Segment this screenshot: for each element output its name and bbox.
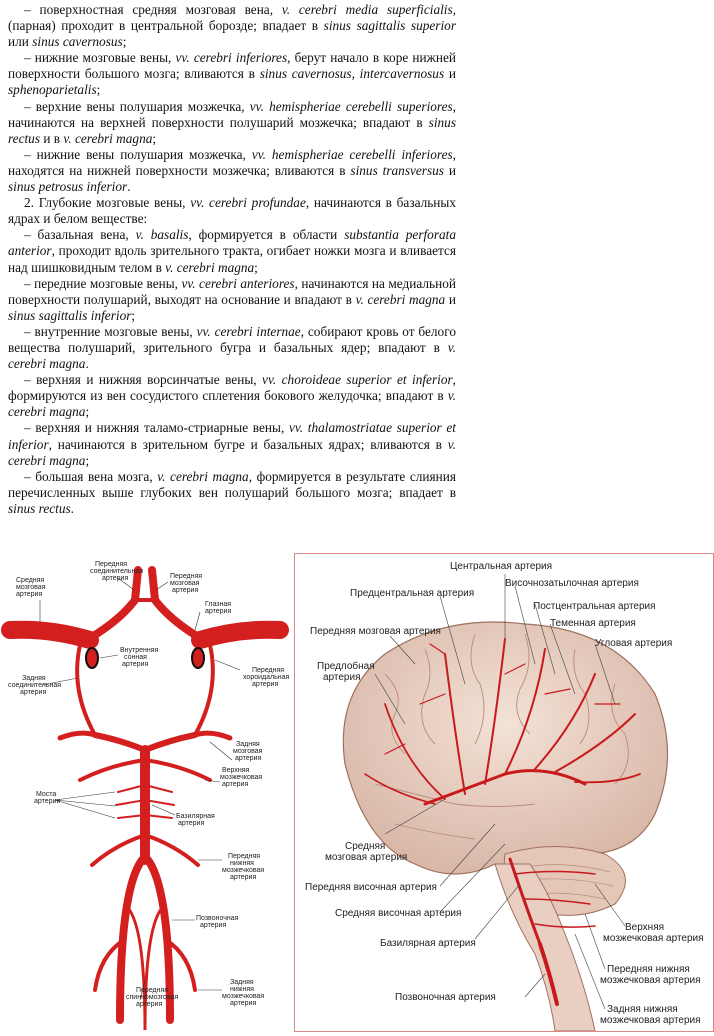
label-superior-cerebellar: Верхняя мозжечковая артерия xyxy=(220,767,263,788)
label-basilar-artery-2: Базилярная артерия xyxy=(380,938,476,949)
label-postcentral-artery: Постцентральная артерия xyxy=(533,601,656,612)
paragraph-run: v. cerebri magna xyxy=(8,339,456,372)
paragraph-run: vv. thalamostriatae superior et inferior xyxy=(8,420,456,452)
label-precentral-artery: Предцентральная артерия xyxy=(350,588,475,599)
label-temporooccipital-artery: Височнозатылочная артерия xyxy=(505,578,639,589)
paragraph-run: , собирают кровь от белого вещества полушарий, зрительного бугра и базальных ядер; впадают в xyxy=(8,323,456,355)
paragraph-run: v. cerebri magna xyxy=(165,259,255,275)
label-parietal-artery: Теменная артерия xyxy=(550,618,636,629)
paragraph xyxy=(8,276,456,324)
label-basilar: Базилярная артерия xyxy=(176,813,215,827)
label-posterior-communicating: Задняя соединительная артерия xyxy=(8,675,62,696)
paragraph-run: , формируются из вен сосудистого сплетения бокового желудочка; впадают в xyxy=(8,372,456,404)
label-internal-carotid: Внутренняя сонная артерия xyxy=(120,647,159,668)
paragraph-run: , берут начало в коре нижней поверхности большого мозга; вливаются в xyxy=(8,50,456,82)
paragraph-run: – нижние мозговые вены, xyxy=(24,50,176,66)
paragraph-run: и xyxy=(443,162,457,178)
paragraph-run: . xyxy=(127,179,131,195)
paragraph-run: sinus rectus xyxy=(8,114,456,146)
paragraph-run: sinus petrosus inferior xyxy=(8,179,128,195)
paragraph-run: – верхняя и нижняя таламо-стриарные вены, xyxy=(24,420,289,436)
paragraph-run: ; xyxy=(85,452,90,468)
paragraph-run: или xyxy=(8,34,33,50)
circle-of-willis-diagram xyxy=(0,560,292,1030)
label-posterior-cerebral: Задняя мозговая артерия xyxy=(233,741,263,762)
paragraph-run: ; xyxy=(122,34,127,50)
paragraph-run: sinus sagittalis inferior xyxy=(8,307,132,323)
paragraph-run: и xyxy=(444,66,456,82)
paragraph-run: – верхняя и нижняя ворсинчатые вены, xyxy=(24,372,263,388)
paragraph-run: – верхние вены полушария мозжечка, xyxy=(24,98,250,114)
paragraph xyxy=(8,227,456,275)
paragraph-run: sinus sagittalis superior xyxy=(323,18,456,34)
paragraph-run: sinus cavernosus xyxy=(32,34,123,50)
paragraph-run: ; xyxy=(96,82,101,98)
paragraph-run: sphenoparietalis xyxy=(8,82,97,98)
paragraph-run: ; xyxy=(152,130,157,146)
paragraph-run: vv. cerebri inferiores xyxy=(175,50,288,66)
label-middle-cerebral: Средняя мозговая артерия xyxy=(16,577,46,598)
paragraph-run: vv. cerebri internae xyxy=(196,323,301,339)
internal-carotid-right xyxy=(192,648,204,668)
internal-carotid-left xyxy=(86,648,98,668)
label-prefrontal-artery: Предлобная артерия xyxy=(317,661,375,683)
paragraph xyxy=(8,420,456,468)
label-ophthalmic: Глазная артерия xyxy=(205,601,232,615)
paragraph-run: v. cerebri magna xyxy=(63,130,153,146)
paragraph-run: , находятся на нижней поверхности мозжечка; вливаются в xyxy=(8,146,456,178)
paragraph-run: v. cerebri magna xyxy=(157,468,249,484)
paragraph-run: 2. Глубокие мозговые вены, xyxy=(24,195,191,211)
cerebrum-shape xyxy=(343,622,667,874)
label-anterior-cerebral-artery-2: Передняя мозговая артерия xyxy=(310,626,441,637)
paragraph-run: , (парная) проходит в центральной борозде; впадает в xyxy=(8,2,457,34)
paragraph-run: , формируется в области xyxy=(188,227,345,243)
paragraph-run: , начинаются на медиальной поверхности полушарий, выходят на основание и впадают в xyxy=(8,275,456,307)
paragraph xyxy=(8,50,456,98)
middle-cerebral-artery-left xyxy=(10,630,90,640)
paragraph-run: v. cerebri media superficialis xyxy=(281,2,453,17)
label-middle-temporal-artery: Средняя височная артерия xyxy=(335,908,462,919)
paragraph-run: v. cerebri magna xyxy=(8,436,456,468)
paragraph-run: v. basalis xyxy=(135,227,189,243)
paragraph xyxy=(8,147,456,195)
paragraph-run: – большая вена мозга, xyxy=(24,468,158,484)
paragraph-run: ; xyxy=(131,307,136,323)
label-anterior-communicating: Передняя соединительная артерия xyxy=(90,561,144,582)
label-angular-artery: Угловая артерия xyxy=(595,638,673,649)
label-vertebral-artery-2: Позвоночная артерия xyxy=(395,992,496,1003)
paragraph-run: , начинаются на верхней поверхности полушарий мозжечка; впадают в xyxy=(8,98,456,130)
paragraph-run: vv. cerebri anteriores xyxy=(181,275,295,291)
paragraph xyxy=(8,195,456,227)
paragraph-run: . xyxy=(85,356,89,372)
paragraph xyxy=(8,469,456,517)
posterior-cerebral-right xyxy=(145,735,195,750)
paragraph-run: vv. cerebri profundae xyxy=(190,195,306,211)
paragraph-run: . xyxy=(70,500,74,516)
label-anterior-inferior-cerebellar: Передняя нижняя мозжечковая артерия xyxy=(222,853,265,881)
brain-lateral-arteries-figure xyxy=(294,553,714,1032)
label-anterior-spinal: Передняя спинномозговая артерия xyxy=(126,987,179,1008)
paragraph-run: substantia perforata anterior xyxy=(8,227,457,259)
paragraph-run: , начинаются в зрительном бугре и базальных ядрах; вливаются в xyxy=(48,436,448,452)
paragraph xyxy=(8,372,456,420)
label-middle-cerebral-artery-2: Средняя мозговая артерия xyxy=(325,841,408,863)
paragraph-run: ; xyxy=(85,404,90,420)
label-anterior-cerebral: Передняя мозговая артерия xyxy=(170,573,203,594)
paragraph-run: sinus rectus xyxy=(8,500,71,516)
paragraph-run: ; xyxy=(254,259,258,275)
paragraph-run: sinus cavernosus, intercavernosus xyxy=(259,66,445,82)
label-posterior-inferior-cerebellar-2: Задняя нижняя мозжечковая артерия xyxy=(600,1004,701,1026)
brain-illustration xyxy=(295,554,713,1031)
paragraph-run: и xyxy=(445,291,456,307)
article-text xyxy=(8,2,456,517)
paragraph-run: v. cerebri magna xyxy=(8,388,456,420)
paragraph-run: – внутренние мозговые вены, xyxy=(24,323,197,339)
paragraph-run: – передние мозговые вены, xyxy=(24,275,182,291)
label-anterior-choroidal: Передняя хороидальная артерия xyxy=(243,667,290,688)
paragraph-run: vv. hemispheriae cerebelli superiores xyxy=(249,98,453,114)
paragraph xyxy=(8,324,456,372)
paragraph xyxy=(8,2,456,50)
paragraph-run: sinus transversus xyxy=(350,162,444,178)
label-central-artery: Центральная артерия xyxy=(450,561,553,572)
paragraph-run: , начинаются в базальных ядрах и белом веществе: xyxy=(8,195,456,227)
anterior-spinal-artery xyxy=(125,905,165,1030)
paragraph-run: v. cerebri magna xyxy=(355,291,446,307)
paragraph-run: , проходит вдоль зрительного тракта, огибает ножки мозга и вливается над шишковидным телом в xyxy=(8,243,456,275)
label-pontine: Моста артерии xyxy=(34,791,61,805)
posterior-cerebral-left xyxy=(95,735,145,750)
label-anterior-temporal-artery: Передняя височная артерия xyxy=(305,882,437,893)
paragraph-run: – базальная вена, xyxy=(24,227,136,243)
paragraph-run: vv. hemispheriae cerebelli inferiores xyxy=(251,146,453,162)
label-anterior-inferior-cerebellar-2: Передняя нижняя мозжечковая артерия xyxy=(600,964,701,986)
paragraph-run: – нижние вены полушария мозжечка, xyxy=(24,146,252,162)
middle-cerebral-artery-right xyxy=(200,630,280,640)
paragraph-run: , формируется в результате слияния перечисленных выше глубоких вен полушарий большого мозга; впадает в xyxy=(8,468,456,500)
paragraph-run: vv. choroideae superior et inferior xyxy=(262,372,453,388)
label-vertebral: Позвоночная артерия xyxy=(196,915,239,929)
paragraph xyxy=(8,99,456,147)
label-superior-cerebellar-2: Верхняя мозжечковая артерия xyxy=(603,922,704,944)
paragraph-run: – поверхностная средняя мозговая вена, xyxy=(24,2,282,17)
paragraph-run: и в xyxy=(40,130,64,146)
label-posterior-inferior-cerebellar: Задняя нижняя мозжечковая артерия xyxy=(222,979,265,1007)
